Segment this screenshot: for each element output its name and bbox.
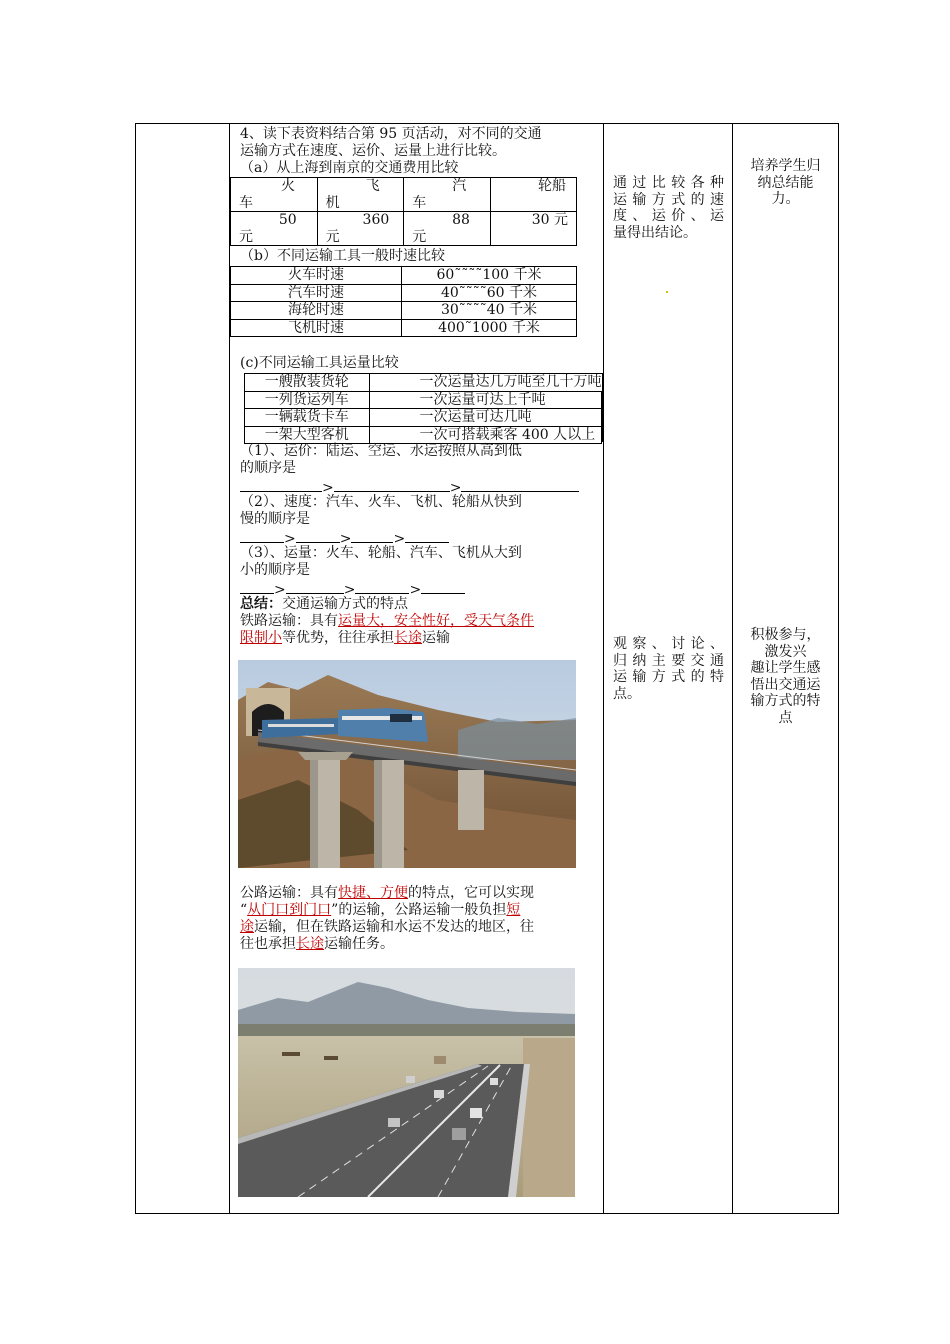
table-cell: 360 元 bbox=[317, 212, 404, 246]
table-cell: 飞机时速 bbox=[231, 319, 402, 337]
highway-bridge-photo bbox=[238, 968, 575, 1197]
table-cell: 40˜˜˜˜60 千米 bbox=[402, 284, 577, 302]
column-divider bbox=[603, 123, 604, 1214]
table-a-caption: （a）从上海到南京的交通费用比较 bbox=[240, 160, 459, 176]
question-2: （2）、速度：汽车、火车、飞机、轮船从快到 bbox=[240, 494, 522, 510]
table-cell: 一艘散装货轮 bbox=[245, 374, 370, 392]
table-cell: 火 车 bbox=[231, 178, 318, 212]
table-cell: 火车时速 bbox=[231, 267, 402, 285]
rail-text: 铁路运输：具有运量大，安全性好，受天气条件 bbox=[240, 613, 534, 629]
intro-line: 4、读下表资料结合第 95 页活动，对不同的交通 bbox=[240, 126, 542, 142]
road-text: 公路运输：具有快捷、方便的特点，它可以实现 bbox=[240, 885, 534, 901]
student-activity-1: 通过比较各种 运输方式的速 度、运价、运 量得出结论。 bbox=[613, 175, 724, 241]
answer-blank[interactable] bbox=[296, 528, 340, 543]
table-cell: 88 元 bbox=[404, 212, 491, 246]
purpose-2: 积极参与， 激发兴 趣让学生感 悟出交通运 输方式的特 点 bbox=[750, 627, 821, 726]
answer-blank[interactable] bbox=[405, 528, 449, 543]
answer-line-2: > > > bbox=[240, 528, 449, 548]
table-b-caption: （b）不同运输工具一般时速比较 bbox=[240, 248, 445, 264]
answer-line-1: > > bbox=[240, 477, 579, 497]
question-2-cont: 慢的顺序是 bbox=[240, 511, 310, 527]
table-cell: 汽车时速 bbox=[231, 284, 402, 302]
capacity-table bbox=[244, 373, 602, 444]
table-cell: 400˜1000 千米 bbox=[402, 319, 577, 337]
student-activity-2: 观察、讨论、 归纳主要交通 运输方式的特 点。 bbox=[613, 636, 724, 702]
road-text-cont: “从门口到门口”的运输，公路运输一般负担短 bbox=[240, 902, 521, 918]
table-cell: 海轮时速 bbox=[231, 302, 402, 320]
fare-table bbox=[230, 177, 577, 246]
intro-line: 运输方式在速度、运价、运量上进行比较。 bbox=[240, 143, 506, 159]
table-cell: 一次运量可达几吨 bbox=[369, 409, 602, 427]
table-cell: 一次运量达几万吨至几十万吨 bbox=[369, 374, 602, 392]
answer-blank[interactable] bbox=[351, 528, 393, 543]
table-cell: 一辆载货卡车 bbox=[245, 409, 370, 427]
table-cell: 一次运量可达上千吨 bbox=[369, 391, 602, 409]
answer-blank[interactable] bbox=[286, 579, 344, 594]
stray-mark bbox=[666, 291, 668, 293]
purpose-1: 培养学生归 纳总结能 力。 bbox=[750, 158, 821, 207]
road-text-cont: 途运输，但在铁路运输和水运不发达的地区，往 bbox=[240, 919, 534, 935]
question-3-cont: 小的顺序是 bbox=[240, 562, 310, 578]
question-1: （1）、运价：陆运、空运、水运按照从高到低 bbox=[240, 443, 522, 459]
table-cell: 60˜˜˜˜100 千米 bbox=[402, 267, 577, 285]
question-1-cont: 的顺序是 bbox=[240, 460, 296, 476]
table-cell: 一列货运列车 bbox=[245, 391, 370, 409]
answer-blank[interactable] bbox=[240, 528, 284, 543]
table-cell: 30 元 bbox=[490, 212, 576, 246]
table-cell: 30˜˜˜˜40 千米 bbox=[402, 302, 577, 320]
answer-line-3: > > > bbox=[240, 579, 465, 599]
answer-blank[interactable] bbox=[334, 477, 450, 492]
answer-blank[interactable] bbox=[240, 579, 274, 594]
answer-blank[interactable] bbox=[421, 579, 465, 594]
summary-heading: 总结：交通运输方式的特点 bbox=[240, 596, 408, 612]
table-cell: 汽 车 bbox=[404, 178, 491, 212]
table-cell: 飞 机 bbox=[317, 178, 404, 212]
answer-blank[interactable] bbox=[240, 477, 322, 492]
road-text-cont: 往也承担长途运输任务。 bbox=[240, 936, 394, 952]
table-cell: 50 元 bbox=[231, 212, 318, 246]
table-c-caption: (c)不同运输工具运量比较 bbox=[240, 355, 399, 371]
speed-table bbox=[230, 266, 577, 337]
rail-text-cont: 限制小等优势，往往承担长途运输 bbox=[240, 630, 450, 646]
table-cell: 轮船 bbox=[490, 178, 576, 212]
table-c-border bbox=[602, 373, 603, 442]
question-3: （3）、运量：火车、轮船、汽车、飞机从大到 bbox=[240, 545, 522, 561]
answer-blank[interactable] bbox=[355, 579, 409, 594]
table-cell: 一架大型客机 bbox=[245, 426, 370, 444]
railway-bridge-photo bbox=[238, 660, 576, 868]
table-cell: 一次可搭载乘客 400 人以上 bbox=[369, 426, 602, 444]
answer-blank[interactable] bbox=[461, 477, 579, 492]
